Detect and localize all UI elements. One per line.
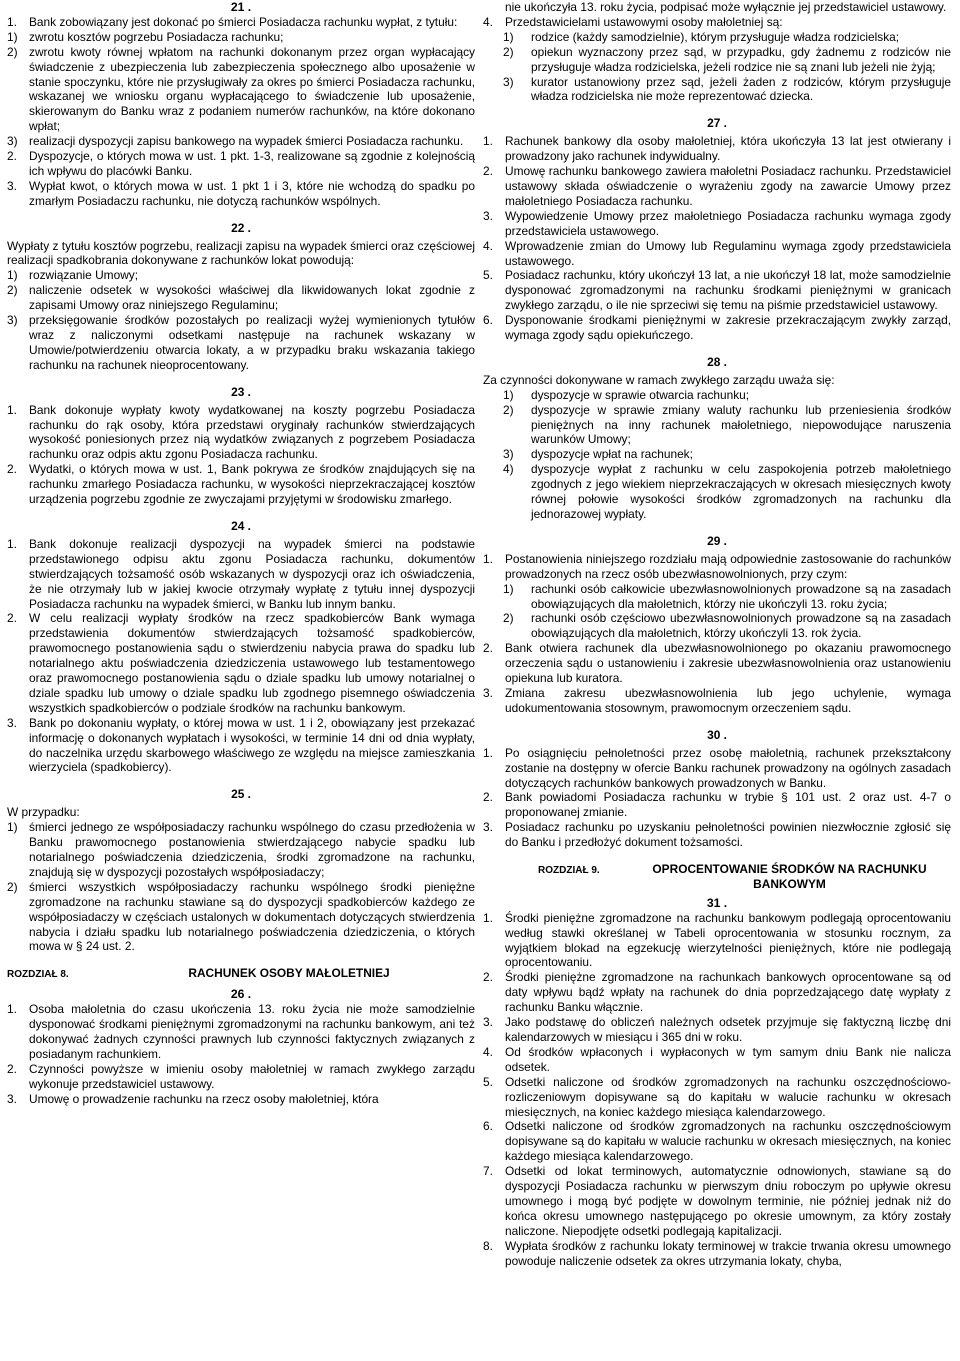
item-text: Postanowienia niniejszego rozdziału mają odpowiednie zastosowanie do rachunków prowadzonych na rzecz osób ubezwłasnowolnionych, przy czym: — [505, 551, 951, 581]
item-text: Wprowadzenie zmian do Umowy lub Regulaminu wymaga zgody przedstawiciela ustawowego. — [505, 238, 951, 268]
list-item — [7, 716, 475, 776]
list-item — [483, 1239, 951, 1269]
item-number: 2. — [483, 641, 493, 656]
list-item — [7, 820, 475, 880]
item-number: 2) — [503, 44, 514, 59]
item-text: Zmiana zakresu ubezwłasnowolnienia lub jego uchylenie, wymaga udokumentowania stosownym, prawomocnym orzeczeniem sądu. — [505, 685, 951, 715]
list-subitem — [483, 45, 951, 75]
item-number: 2. — [7, 462, 17, 477]
list-item — [7, 134, 475, 149]
item-text: dyspozycje w sprawie otwarcia rachunku; — [531, 387, 750, 402]
item-number: 2. — [483, 164, 493, 179]
item-text: Umowę o prowadzenie rachunku na rzecz osoby małoletniej, która — [29, 1091, 379, 1106]
item-text: Umowę rachunku bankowego zawiera małoletni Posiadacz rachunku. Przedstawiciel ustawowy składa oświadczenie o wyrażeniu zgody na zawarcie Umowy przez małoletniego Posiadacza rachunku. — [505, 164, 951, 208]
list-item — [7, 268, 475, 283]
chapter-label: ROZDZIAŁ 8. — [7, 969, 69, 981]
section-heading-23: 23 . — [231, 384, 251, 399]
item-number: 3. — [483, 820, 493, 835]
item-number: 2) — [7, 44, 18, 59]
item-text: Czynności powyższe w imieniu osoby małoletniej w ramach zwykłego zarządu wykonuje przedstawiciel ustawowy. — [29, 1061, 475, 1091]
item-number: 2. — [483, 790, 493, 805]
item-number: 1. — [7, 1002, 17, 1017]
item-number: 5. — [483, 1074, 493, 1089]
item-text: rozwiązanie Umowy; — [29, 268, 139, 283]
list-item — [7, 45, 475, 134]
section-heading-31: 31 . — [706, 895, 728, 910]
list-item — [7, 462, 475, 507]
item-number: 8. — [483, 1238, 493, 1253]
item-text: Dyspozycje, o których mowa w ust. 1 pkt. 1-3, realizowane są zgodnie z kolejnością ich wpływu do placówki Banku. — [29, 149, 475, 178]
item-number-spacer — [483, 0, 505, 15]
list-item — [483, 164, 951, 209]
item-text: zwrotu kwoty równej wpłatom na rachunki dokonanym przez organ wypłacający świadczenie z ubezpieczenia lub zabezpieczenia społecznego albo uposażenie w stanie spoczynku, które nie przysługiwały za okres po śmierci Posiadacza rachunku, wskazanej we wniosku organu wypłacającego to świadczenie lub uposażenie, skierowanym do Banku wraz z podaniem numerów rachunków, na które dokonano wpłat; — [29, 44, 475, 134]
item-text: Odsetki naliczone od środków zgromadzonych na rachunku oszczędnościowym dopisywane są do kapitału w walucie rachunku w okresach miesięcznych, na koniec każdego miesiąca kalendarzowego. — [505, 1119, 951, 1164]
item-text: Jako podstawę do obliczeń należnych odsetek przyjmuje się faktyczną liczbę dni kalendarzowych w miesiącu i 365 dni w roku. — [505, 1015, 951, 1044]
list-subitem — [483, 30, 951, 45]
list-item — [7, 30, 475, 45]
list-item — [483, 970, 951, 1015]
item-text: Bank po dokonaniu wypłaty, o której mowa w ust. 1 i 2, obowiązany jest przekazać informację o dokonanych wypłatach i wysokości, w terminie 14 dni od dnia wypłaty, do naczelnika urzędu skarbowego właściwego ze względu na miejsce zamieszkania wierzyciela (spadkobiercy). — [29, 715, 475, 775]
section-heading-28: 28 . — [707, 354, 727, 369]
item-text: Środki pieniężne zgromadzone na rachunku bankowym podlegają oprocentowaniu według stawki określanej w Tabeli oprocentowania w stosunku rocznym, za wyjątkiem blokad na egzekucję wierzytelności pieniężnych, które nie podlegają oprocentowaniu. — [505, 910, 951, 970]
list-subitem — [483, 611, 951, 641]
list-item — [7, 880, 475, 955]
chapter-title: RACHUNEK OSOBY MAŁOLETNIEJ — [188, 966, 390, 981]
item-text: rachunki osób częściowo ubezwłasnowolnionych prowadzone są na zasadach obowiązujących dla małoletnich, którzy ukończyli 13. rok życia. — [531, 611, 951, 641]
item-text: Odsetki od lokat terminowych, automatycznie odnowionych, stawiane są do dyspozycji Posiadacza rachunku w pierwszym dniu roboczym po upływie okresu umownego i mogą być podjęte w dowolnym terminie, nie później jednak niż do końca okresu umownego następującego po okresie umownym, za który zostały naliczone. Niepodjęte odsetki podlegają kapitalizacji. — [505, 1164, 951, 1238]
item-number: 3) — [7, 134, 18, 149]
list-item — [7, 537, 475, 612]
item-number: 1) — [503, 387, 514, 402]
item-number: 1) — [7, 29, 18, 44]
item-number: 1. — [483, 745, 493, 760]
list-item — [7, 149, 475, 179]
right-column — [483, 0, 951, 1268]
item-number: 1. — [7, 536, 17, 551]
item-number: 1) — [503, 581, 514, 596]
item-text: Wypłat kwot, o których mowa w ust. 1 pkt 1 i 3, które nie wchodzą do spadku po zmarłym Posiadaczu rachunku, nie dotyczą rachunków wspólnych. — [29, 178, 475, 208]
section-heading-22: 22 . — [231, 220, 251, 235]
item-text: przeksięgowanie środków pozostałych po realizacji wyżej wymienionych tytułów wraz z naliczonymi odsetkami następuje na rachunek wskazany w Umowie/potwierdzeniu otwarcia lokaty, a w przypadku braku wskazania takiego rachunku na rachunek nieoprocentowany. — [29, 313, 475, 372]
list-subitem — [483, 582, 951, 612]
list-subitem — [483, 403, 951, 448]
item-number: 3. — [7, 1091, 17, 1106]
item-text: opiekun wyznaczony przez sąd, w przypadku, gdy żadnemu z rodziców nie przysługuje władza rodzicielska, jeżeli rodzice nie są znani lub jeżeli nie żyją; — [531, 44, 951, 74]
item-number: 1. — [7, 14, 17, 29]
item-number: 1. — [7, 402, 17, 417]
item-number: 3) — [503, 74, 514, 89]
item-text: Dysponowanie środkami pieniężnymi w zakresie przekraczającym zwykły zarząd, wymaga zgody sądu opiekuńczego. — [505, 313, 951, 343]
chapter-heading-8 — [7, 966, 475, 983]
list-item — [483, 1045, 951, 1075]
item-text: Bank dokonuje wypłaty kwoty wydatkowanej na koszty pogrzebu Posiadacza rachunku do rąk osoby, która przedstawi oryginały rachunków stwierdzających wysokość poniesionych przez nią wydatków związanych z pogrzebem Posiadacza rachunku oraz odpis aktu zgonu Posiadacza rachunku. — [29, 402, 475, 462]
item-text: Bank otwiera rachunek dla ubezwłasnowolnionego po okazaniu prawomocnego orzeczenia sądu o ustanowieniu i zakresie ubezwłasnowolnienia oraz ustanowieniu opiekuna lub kuratora. — [505, 641, 951, 686]
list-item — [483, 1075, 951, 1120]
item-text: kurator ustanowiony przez sąd, jeżeli żaden z rodziców, którym przysługuje władza rodzicielska nie może reprezentować dziecka. — [531, 74, 951, 104]
list-item — [483, 820, 951, 850]
item-text: śmierci wszystkich współposiadaczy rachunku wspólnego środki pieniężne zgromadzone na rachunku stawiane są do dyspozycji spadkobierców każdego ze współposiadaczy w częściach ustalonych w dokumentach dotyczących stwierdzenia nabycia i działu spadku lub notarialnego poświadczenia dziedziczenia, o których mowa w § 24 ust. 2. — [29, 879, 475, 954]
item-text: W celu realizacji wypłaty środków na rzecz spadkobierców Bank wymaga przedstawienia dokumentów stwierdzających tożsamość spadkobierców, prawomocnego postanowienia sądu o stwierdzeniu nabycia prawa do spadku lub notarialnego aktu poświadczenia dziedziczenia ustawowego lub testamentowego oraz prawomocnego postanowienia sądu o dziale spadku lub umowy notarialnej o dziale spadku lub umowy o dziale spadku lub zgodnego pisemnego oświadczenia wszystkich spadkobierców o podziale środków na rachunku bankowym. — [29, 611, 475, 715]
item-text: naliczenie odsetek w wysokości właściwej dla likwidowanych lokat zgodnie z zapisami Umowy oraz niniejszego Regulaminu; — [29, 283, 475, 313]
item-number: 1. — [483, 551, 493, 566]
item-number: 7. — [483, 1164, 493, 1179]
list-item — [7, 403, 475, 463]
item-number: 2) — [503, 402, 514, 417]
section-heading-26: 26 . — [230, 987, 252, 1002]
list-item — [7, 283, 475, 313]
item-text: śmierci jednego ze współposiadaczy rachunku wspólnego do czasu przedłożenia w Banku prawomocnego postanowienia stwierdzającego nabycie spadku lub notarialnego poświadczenia dziedziczenia, środki zgromadzone na rachunku, znajdują się w dyspozycji pozostałych współposiadaczy; — [29, 820, 475, 879]
item-number: 3. — [7, 178, 17, 193]
item-text: rodzice (każdy samodzielnie), którym przysługuje władza rodzicielska; — [531, 29, 900, 44]
item-number: 2) — [503, 611, 514, 626]
list-item — [483, 911, 951, 971]
item-text: Środki pieniężne zgromadzone na rachunkach bankowych oprocentowane są od daty wpływu bądź wpłaty na rachunek do dnia poprzedzającego datę wypłaty z rachunku Banku włącznie. — [505, 970, 951, 1015]
item-text: Po osiągnięciu pełnoletności przez osobę małoletnią, rachunek przekształcony zostanie na dostępny w ofercie Banku rachunek prowadzony na ogólnych zasadach dotyczących rachunków bankowych prowadzonych w Banku. — [505, 745, 951, 790]
item-text: Posiadacz rachunku po uzyskaniu pełnoletności powinien niezwłocznie zgłosić się do Banku i przedłożyć dokument tożsamości. — [505, 820, 951, 850]
list-item — [483, 1164, 951, 1239]
paragraph: W przypadku: — [7, 805, 80, 820]
list-item — [483, 686, 951, 716]
list-item — [483, 641, 951, 686]
item-text: rachunki osób całkowicie ubezwłasnowolnionych prowadzone są na zasadach obowiązujących dla małoletnich, którzy nie ukończyli 13. roku życia; — [531, 581, 951, 611]
section-heading-25: 25 . — [231, 787, 251, 802]
list-item — [483, 15, 951, 30]
list-item — [483, 1119, 951, 1164]
item-text: nie ukończyła 13. roku życia, podpisać może wyłącznie jej przedstawiciel ustawowy. — [505, 0, 947, 14]
item-text: Przedstawicielami ustawowymi osoby małoletniej są: — [505, 14, 783, 29]
item-number: 3) — [7, 313, 18, 328]
list-item — [7, 1002, 475, 1062]
item-number: 2) — [7, 283, 18, 298]
section-heading-21: 21 . — [230, 0, 252, 14]
list-item — [7, 15, 475, 30]
list-item — [483, 209, 951, 239]
list-item — [483, 746, 951, 791]
item-text: Od środków wpłaconych i wypłaconych w tym samym dniu Bank nie nalicza odsetek. — [505, 1044, 951, 1074]
item-text: Posiadacz rachunku, który ukończył 13 lat, a nie ukończył 18 lat, może samodzielnie dysponować zgromadzonymi na rachunku środkami pieniężnymi w granicach zwykłego zarządu, o ile nie sprzeciwi się temu na piśmie przedstawiciel ustawowy. — [505, 268, 951, 313]
item-number: 2. — [483, 970, 493, 985]
list-item — [483, 268, 951, 313]
list-item — [483, 1015, 951, 1045]
list-item — [483, 134, 951, 164]
item-number: 1. — [483, 134, 493, 149]
item-number: 3. — [483, 208, 493, 223]
item-text: Wydatki, o których mowa w ust. 1, Bank pokrywa ze środków znajdujących się na rachunku zmarłego Posiadacza rachunku, w wysokości nieprzekraczającej kosztów urządzenia pogrzebu zgodnie ze zwyczajami przyjętymi w środowisku zmarłego. — [29, 462, 475, 507]
chapter-heading-9 — [483, 862, 951, 892]
list-subitem — [483, 75, 951, 105]
chapter-title: OPROCENTOWANIE ŚRODKÓW NA RACHUNKU BANKOWYM — [652, 862, 927, 891]
list-item — [7, 611, 475, 715]
left-column — [7, 0, 475, 1107]
list-item — [483, 313, 951, 343]
item-text: Wypowiedzenie Umowy przez małoletniego Posiadacza rachunku wymaga zgody przedstawiciela ustawowego. — [505, 208, 951, 238]
paragraph: Wypłaty z tytułu kosztów pogrzebu, realizacji zapisu na wypadek śmierci oraz częściowej realizacji spadkobrania dokonywane z rachunków lokat powodują: — [7, 238, 475, 268]
chapter-label: ROZDZIAŁ 9. — [538, 865, 600, 877]
list-subitem — [483, 462, 951, 522]
list-item — [7, 1062, 475, 1092]
item-number: 3. — [483, 685, 493, 700]
item-number: 4. — [483, 238, 493, 253]
item-number: 1) — [7, 820, 18, 835]
item-text: Wypłata środków z rachunku lokaty terminowej w trakcie trwania okresu umownego powoduje naliczenie odsetek za okres utrzymania lokaty, chyba, — [505, 1238, 951, 1268]
list-item — [483, 552, 951, 582]
item-text: Odsetki naliczone od środków zgromadzonych na rachunku oszczędnościowo- rozliczeniowym dopisywane są do kapitału w walucie rachunku w okresach miesięcznych, na koniec każdego miesiąca kalendarzowego. — [505, 1074, 951, 1119]
section-heading-29: 29 . — [707, 533, 727, 548]
list-item — [483, 0, 951, 15]
item-text: Rachunek bankowy dla osoby małoletniej, która ukończyła 13 lat jest otwierany i prowadzony jako rachunek indywidualny. — [505, 134, 951, 164]
list-subitem — [483, 388, 951, 403]
item-number: 6. — [483, 1119, 493, 1134]
item-text: Bank dokonuje realizacji dyspozycji na wypadek śmierci na podstawie przedstawionego odpisu aktu zgonu Posiadacza rachunku, dokumentów stwierdzających tożsamość osób wskazanych w dyspozycji oraz ich oświadczenia, że nie otrzymały lub w jakiej kwocie otrzymały wypłatę z tytułu innej dyspozycji Posiadacza rachunku na wypadek śmierci, w Banku lub innym banku. — [29, 536, 475, 611]
item-number: 4. — [483, 14, 493, 29]
list-item — [483, 239, 951, 269]
list-item — [7, 179, 475, 209]
item-text: dyspozycje w sprawie zmiany waluty rachunku lub przeniesienia środków pieniężnych na inny rachunek małoletniego, niepowodujące naruszenia warunków Umowy; — [531, 402, 951, 447]
item-number: 3) — [503, 447, 514, 462]
item-text: dyspozycje wpłat na rachunek; — [531, 447, 693, 462]
item-number: 1) — [7, 268, 18, 283]
item-number: 3. — [7, 715, 17, 730]
item-number: 2. — [7, 611, 17, 626]
list-item — [7, 1092, 475, 1107]
item-number: 2. — [7, 149, 17, 164]
item-number: 3. — [483, 1015, 493, 1030]
section-heading-30: 30 . — [707, 727, 727, 742]
list-subitem — [483, 447, 951, 462]
item-number: 6. — [483, 313, 493, 328]
item-number: 2) — [7, 879, 18, 894]
item-number: 5. — [483, 268, 493, 283]
section-heading-24: 24 . — [231, 518, 251, 533]
item-number: 1. — [483, 910, 493, 925]
item-text: realizacji dyspozycji zapisu bankowego na wypadek śmierci Posiadacza rachunku. — [29, 134, 464, 149]
list-item — [483, 790, 951, 820]
item-text: Bank zobowiązany jest dokonać po śmierci Posiadacza rachunku wypłat, z tytułu: — [29, 14, 458, 29]
item-number: 4) — [503, 462, 514, 477]
item-number: 2. — [7, 1061, 17, 1076]
item-text: Bank powiadomi Posiadacza rachunku w trybie § 101 ust. 2 oraz ust. 4-7 o proponowanej zmianie. — [505, 790, 951, 820]
item-text: dyspozycje wypłat z rachunku w celu zaspokojenia potrzeb małoletniego zgodnych z jego wiekiem nieprzekraczających w okresach miesięcznych kwoty równej połowie wysokości środków zgromadzonych na rachunku dla jednorazowej wypłaty. — [531, 462, 951, 521]
item-number: 1) — [503, 29, 514, 44]
item-text: zwrotu kosztów pogrzebu Posiadacza rachunku; — [29, 29, 284, 44]
item-text: Osoba małoletnia do czasu ukończenia 13. roku życia nie może samodzielnie dysponować środkami pieniężnymi zgromadzonymi na rachunku bankowym, ani też dokonywać żadnych czynności prawnych lub czynności faktycznych związanych z posiadanym rachunkiem. — [29, 1002, 475, 1061]
list-item — [7, 313, 475, 373]
paragraph: Za czynności dokonywane w ramach zwykłego zarządu uważa się: — [483, 372, 835, 387]
section-heading-27: 27 . — [707, 116, 727, 131]
item-number: 4. — [483, 1044, 493, 1059]
